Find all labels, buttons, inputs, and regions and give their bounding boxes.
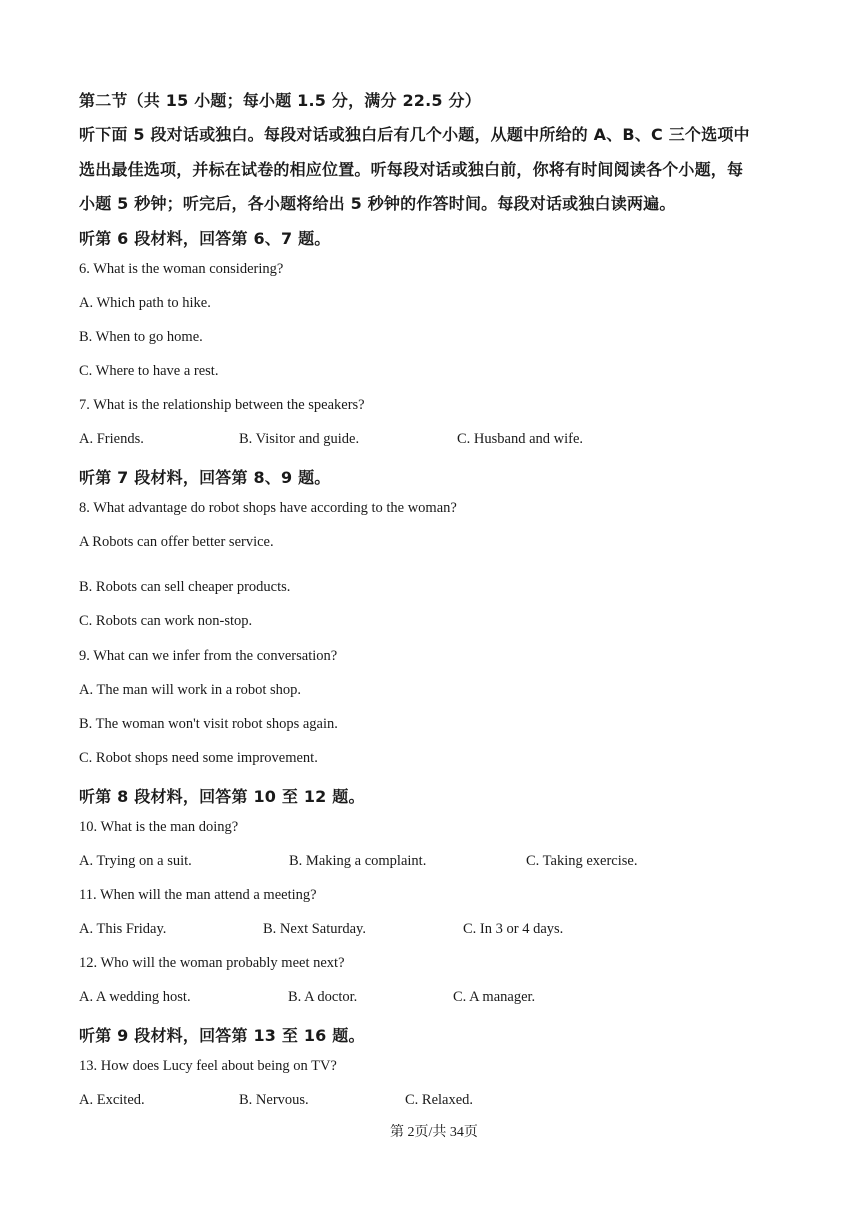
question-12-stem: 12. Who will the woman probably meet next? (79, 955, 345, 971)
group-header-7: 听第 7 段材料，回答第 8、9 题。 (79, 468, 331, 487)
page-footer: 第 2页/共 34页 (390, 1125, 478, 1140)
question-6-stem: 6. What is the woman considering? (79, 261, 284, 277)
instruction-line-3: 小题 5 秒钟；听完后，各小题将给出 5 秒钟的作答时间。每段对话或独白读两遍。 (79, 194, 676, 213)
question-9-stem: 9. What can we infer from the conversation? (79, 648, 338, 664)
question-6-option-c: C. Where to have a rest. (79, 363, 219, 379)
question-9-option-c: C. Robot shops need some improvement. (79, 750, 318, 766)
question-10-option-c: C. Taking exercise. (526, 853, 638, 869)
question-9-option-a: A. The man will work in a robot shop. (79, 682, 302, 698)
question-8-option-c: C. Robots can work non-stop. (79, 613, 253, 629)
question-11-option-a: A. This Friday. (79, 921, 167, 937)
question-13-option-c: C. Relaxed. (405, 1092, 474, 1108)
question-9-option-b: B. The woman won't visit robot shops again. (79, 716, 338, 732)
question-6-option-a: A. Which path to hike. (79, 295, 211, 311)
question-8-stem: 8. What advantage do robot shops have according to the woman? (79, 500, 457, 516)
question-11-stem: 11. When will the man attend a meeting? (79, 887, 317, 903)
instruction-line-1: 听下面 5 段对话或独白。每段对话或独白后有几个小题，从题中所给的 A、B、C 三个选项中 (79, 125, 750, 144)
question-7-option-a: A. Friends. (79, 431, 144, 447)
question-12-option-a: A. A wedding host. (79, 989, 191, 1005)
question-11-option-b: B. Next Saturday. (263, 921, 366, 937)
group-header-9: 听第 9 段材料，回答第 13 至 16 题。 (79, 1026, 365, 1045)
question-13-option-a: A. Excited. (79, 1092, 145, 1108)
question-6-option-b: B. When to go home. (79, 329, 203, 345)
question-7-option-b: B. Visitor and guide. (239, 431, 360, 447)
question-11-option-c: C. In 3 or 4 days. (463, 921, 564, 937)
question-8-option-a: A Robots can offer better service. (79, 534, 274, 550)
question-12-option-b: B. A doctor. (288, 989, 358, 1005)
group-header-8: 听第 8 段材料，回答第 10 至 12 题。 (79, 787, 365, 806)
question-8-option-b: B. Robots can sell cheaper products. (79, 579, 291, 595)
question-7-stem: 7. What is the relationship between the speakers? (79, 397, 365, 413)
question-10-stem: 10. What is the man doing? (79, 819, 239, 835)
group-header-6: 听第 6 段材料，回答第 6、7 题。 (79, 229, 331, 248)
question-10-option-a: A. Trying on a suit. (79, 853, 192, 869)
question-12-option-c: C. A manager. (453, 989, 536, 1005)
question-7-option-c: C. Husband and wife. (457, 431, 584, 447)
section-title: 第二节（共 15 小题；每小题 1.5 分，满分 22.5 分） (79, 91, 481, 110)
question-13-stem: 13. How does Lucy feel about being on TV? (79, 1058, 337, 1074)
instruction-line-2: 选出最佳选项，并标在试卷的相应位置。听每段对话或独白前，你将有时间阅读各个小题，每 (79, 160, 744, 179)
question-13-option-b: B. Nervous. (239, 1092, 309, 1108)
question-10-option-b: B. Making a complaint. (289, 853, 427, 869)
